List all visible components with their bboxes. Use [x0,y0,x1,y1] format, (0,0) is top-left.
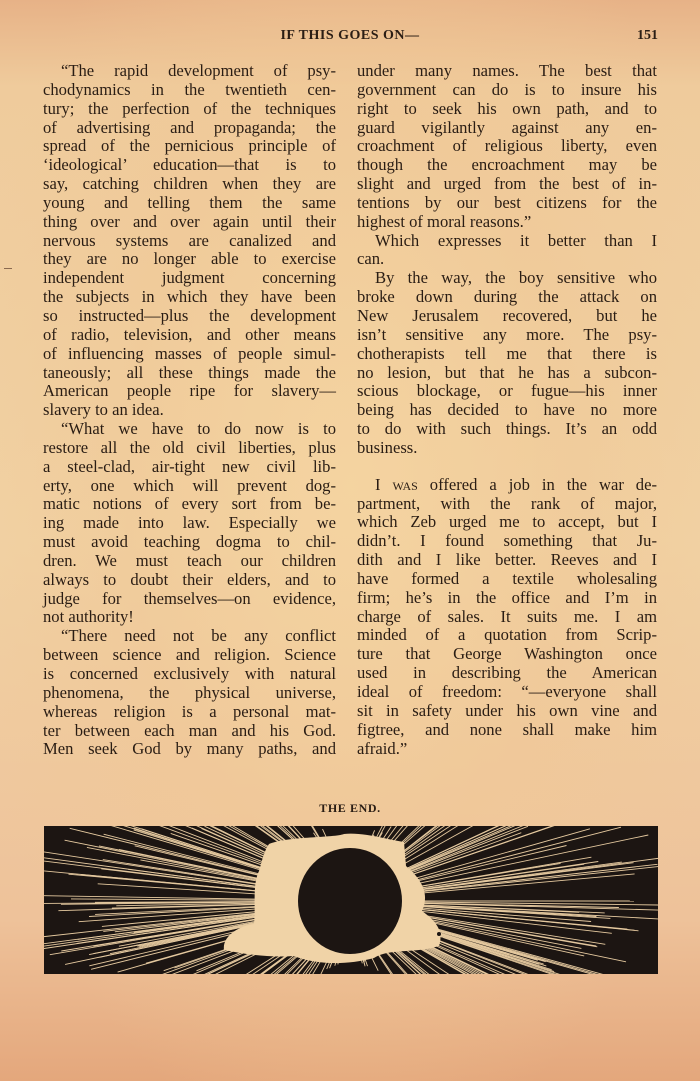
text-line: always to doubt their elders, and to [43,569,336,589]
text-line: nervous systems are canalized and [43,230,336,250]
text-line: can. [357,249,385,269]
text-line: spread of the pernicious principle of [43,136,336,156]
text-line: not authority! [43,607,134,627]
text-line: under many names. The best that [357,61,657,80]
text-line: erty, one which will prevent dog- [43,475,336,495]
text-line: restore all the old civil liberties, plus [43,437,336,457]
small-caps-fragment: was [392,474,418,494]
text-line: of radio, television, and other means [43,324,336,344]
text-line: ture that George Washington once [357,644,657,664]
text-line: is concerned exclusively with natural [43,664,336,683]
text-line: used in describing the American [357,663,657,683]
text-line: ideal of freedom: “—everyone shall [357,682,657,701]
text-line: Which expresses it better than I [375,230,657,250]
text-line: the subjects in which they have been [43,287,336,307]
text-line: didn’t. I found something that Ju- [357,531,657,551]
text-line: charge of sales. It suits me. I am [357,606,657,626]
text-line: tentions by our best citizens for the [357,192,657,212]
text-line: so instructed—plus the development [43,305,336,325]
text-line: judge for themselves—on evidence, [43,588,336,608]
the-end-label: THE END. [319,801,381,815]
text-line: ‘ideological’ education—that is to [43,155,336,175]
text-line: broke down during the attack on [357,287,657,307]
text-line: “What we have to do now is to [61,419,336,439]
text-line: sit in safety under his own vine and [357,700,657,720]
text-line: a steel-clad, air-tight new civil lib- [43,456,336,476]
text-line: they are no longer able to exercise [43,249,336,269]
text-line: to do with such things. It’s an odd [357,419,657,439]
text-line: of advertising and propaganda; the [43,117,336,137]
text-line: thing over and over again until their [43,211,336,231]
text-line: independent judgment concerning [43,268,336,288]
section-break [357,458,657,476]
text-line: slavery to an idea. [43,400,164,420]
text-column-left [43,62,336,759]
text-line: afraid.” [357,738,408,758]
text-line: between science and religion. Science [43,645,336,665]
eclipse-illustration [44,826,658,974]
text-column-right [357,62,657,758]
text-line: being has decided to have no more [357,400,657,420]
eclipse-disc [298,848,402,954]
text-line: ter between each man and his God. [43,720,336,740]
text-line: which Zeb urged me to accept, but I [357,512,657,532]
text-line: “The rapid development of psy- [61,61,336,80]
text-line: matic notions of every sort from be- [43,494,336,514]
text-line: young and telling them the same [43,192,336,212]
text-line: have formed a textile wholesaling [357,568,657,588]
text-line: no lesion, but that he has a subcon- [357,362,657,382]
text-line: taneously; all these things made the [43,362,336,382]
text-line: “There need not be any conflict [61,626,336,646]
text-line: whereas religion is a personal mat- [43,701,336,721]
text-line: American people ripe for slavery— [43,381,336,401]
text-line: chotherapists tell me that there is [357,343,657,363]
text-line: dith and I like better. Reeves and I [357,550,657,570]
text-fragment: I [375,474,393,494]
text-line: minded of a quotation from Scrip- [357,625,657,645]
text-line: croachment of religious liberty, even [357,136,657,156]
text-line: highest of moral reasons.” [357,211,532,231]
text-line: of influencing masses of people simul- [43,343,336,363]
text-line: scious blockage, or fugue—his inner [357,381,657,401]
text-line: right to seek his own path, and to [357,98,657,118]
text-line: tury; the perfection of the techniques [43,98,336,118]
text-line: chodynamics in the twentieth cen- [43,79,336,99]
page-number: 151 [637,28,658,43]
text-line: business. [357,437,418,457]
text-line: slight and urged from the best of in- [357,174,657,194]
text-line: though the encroachment may be [357,155,657,175]
text-line: firm; he’s in the office and I’m in [357,587,657,607]
margin-mark [4,268,12,269]
text-line: By the way, the boy sensitive who [375,268,657,288]
text-line: figtree, and none shall make him [357,719,657,739]
text-line: government can do is to insure his [357,79,657,99]
text-line: ing made into law. Especially we [43,513,336,533]
text-fragment: offered a job in the war de- [417,474,657,494]
text-line: guard vigilantly against any en- [357,117,657,137]
text-line: dren. We must teach our children [43,550,336,570]
running-title: IF THIS GOES ON— [280,28,420,43]
text-line: Men seek God by many paths, and [43,739,336,759]
text-line: New Jerusalem recovered, but he [357,305,657,325]
text-line: isn’t sensitive any more. The psy- [357,324,657,344]
text-line: must avoid teaching dogma to chil- [43,532,336,552]
text-line [357,476,657,495]
text-line: partment, with the rank of major, [357,493,657,513]
text-line: phenomena, the physical universe, [43,682,336,702]
text-line: say, catching children when they are [43,174,336,194]
running-head [0,28,700,48]
